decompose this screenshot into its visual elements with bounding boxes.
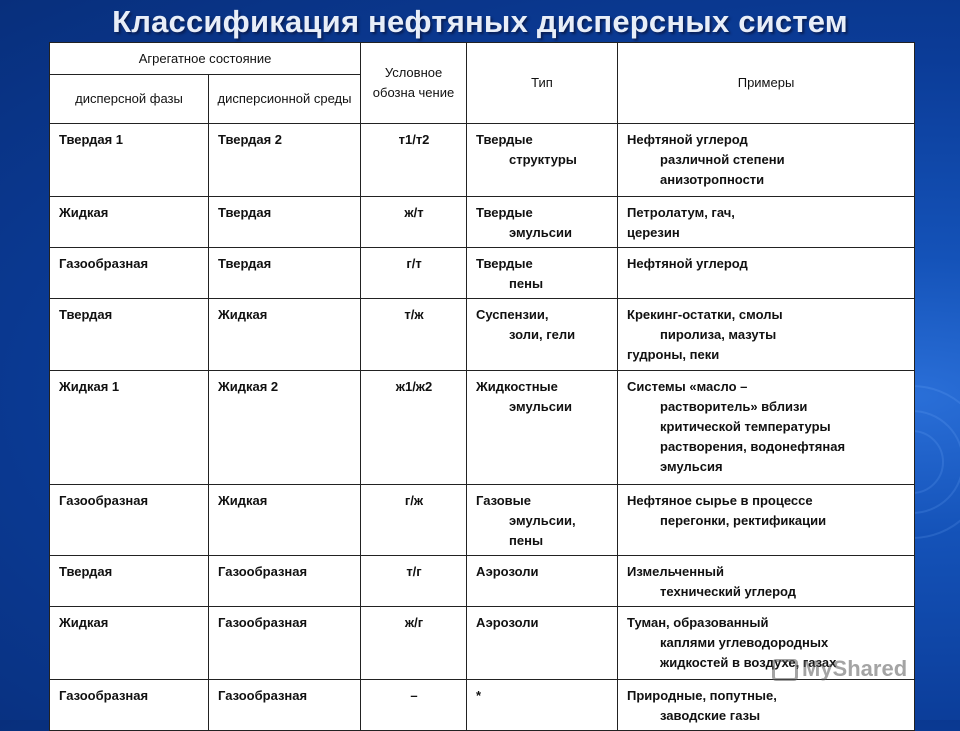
presentation-icon bbox=[772, 659, 798, 681]
examples-line: Крекинг-остатки, смолы bbox=[627, 307, 783, 322]
examples-line: Системы «масло – bbox=[627, 379, 748, 394]
cell-examples bbox=[618, 556, 915, 607]
type-line: пены bbox=[509, 276, 544, 291]
type-line: * bbox=[476, 688, 482, 703]
page-title: Классификация нефтяных дисперсных систем bbox=[112, 4, 848, 39]
type-line: Аэрозоли bbox=[476, 615, 539, 630]
type-line: структуры bbox=[509, 152, 577, 167]
cell-type bbox=[467, 680, 618, 731]
examples-line: гудроны, пеки bbox=[627, 347, 720, 362]
examples-line: технический углерод bbox=[660, 584, 797, 599]
examples-line: Природные, попутные, bbox=[627, 688, 777, 703]
cell-code: т/ж bbox=[361, 299, 467, 371]
examples-line: Нефтяное сырье в процессе bbox=[627, 493, 813, 508]
cell-phase: Жидкая bbox=[50, 197, 209, 248]
cell-phase: Газообразная bbox=[50, 248, 209, 299]
cell-medium: Жидкая bbox=[209, 485, 361, 556]
cell-code: ж1/ж2 bbox=[361, 371, 467, 485]
cell-code: ж/т bbox=[361, 197, 467, 248]
cell-examples bbox=[618, 680, 915, 731]
examples-line: каплями углеводородных bbox=[660, 635, 829, 650]
cell-phase: Газообразная bbox=[50, 485, 209, 556]
table-row bbox=[50, 299, 915, 371]
cell-type bbox=[467, 124, 618, 197]
examples-line: растворитель» вблизи bbox=[660, 399, 808, 414]
cell-code: ж/г bbox=[361, 607, 467, 680]
header-medium: дисперсионной среды bbox=[209, 75, 361, 124]
watermark-text: MyShared bbox=[802, 656, 908, 681]
cell-examples bbox=[618, 124, 915, 197]
examples-line: пиролиза, мазуты bbox=[660, 327, 777, 342]
cell-code: г/т bbox=[361, 248, 467, 299]
examples-line: Нефтяной углерод bbox=[627, 132, 748, 147]
type-line: эмульсии, пены bbox=[509, 513, 576, 548]
examples-line: Петролатум, гач, bbox=[627, 205, 735, 220]
cell-medium: Газообразная bbox=[209, 607, 361, 680]
examples-line: жидкостей в воздухе, газах bbox=[660, 655, 837, 670]
cell-phase: Газообразная bbox=[50, 680, 209, 731]
cell-examples bbox=[618, 485, 915, 556]
cell-phase: Жидкая 1 bbox=[50, 371, 209, 485]
type-line: Жидкостные bbox=[476, 379, 558, 394]
examples-line: различной степени bbox=[660, 152, 785, 167]
cell-examples bbox=[618, 248, 915, 299]
cell-type bbox=[467, 371, 618, 485]
type-line: Газовые bbox=[476, 493, 532, 508]
watermark bbox=[772, 656, 907, 682]
cell-phase: Твердая bbox=[50, 299, 209, 371]
cell-medium: Жидкая 2 bbox=[209, 371, 361, 485]
examples-line: церезин bbox=[627, 225, 680, 240]
cell-phase: Твердая bbox=[50, 556, 209, 607]
cell-phase: Жидкая bbox=[50, 607, 209, 680]
header-examples: Примеры bbox=[618, 43, 915, 124]
examples-line: заводские газы bbox=[660, 708, 761, 723]
table-row bbox=[50, 485, 915, 556]
table-row bbox=[50, 197, 915, 248]
cell-examples bbox=[618, 197, 915, 248]
cell-type bbox=[467, 485, 618, 556]
type-line: Твердые bbox=[476, 205, 533, 220]
cell-code: г/ж bbox=[361, 485, 467, 556]
examples-line: Нефтяной углерод bbox=[627, 256, 748, 271]
cell-code: – bbox=[361, 680, 467, 731]
type-line: Суспензии, bbox=[476, 307, 549, 322]
cell-examples bbox=[618, 371, 915, 485]
header-designation: Условное обозна чение bbox=[361, 43, 467, 124]
cell-medium: Твердая bbox=[209, 197, 361, 248]
type-line: золи, гели bbox=[509, 327, 576, 342]
examples-line: критической температуры bbox=[660, 419, 831, 434]
classification-table bbox=[49, 42, 915, 731]
examples-line: Туман, образованный bbox=[627, 615, 769, 630]
examples-line: анизотропности bbox=[660, 172, 765, 187]
cell-type bbox=[467, 299, 618, 371]
type-line: Твердые bbox=[476, 256, 533, 271]
cell-phase: Твердая 1 bbox=[50, 124, 209, 197]
header-aggregate: Агрегатное состояние bbox=[50, 43, 361, 75]
header-type: Тип bbox=[467, 43, 618, 124]
table-row bbox=[50, 680, 915, 731]
cell-type bbox=[467, 248, 618, 299]
cell-code: т/г bbox=[361, 556, 467, 607]
table-row bbox=[50, 124, 915, 197]
examples-line: Измельченный bbox=[627, 564, 725, 579]
cell-medium: Твердая 2 bbox=[209, 124, 361, 197]
type-line: эмульсии bbox=[509, 225, 572, 240]
header-row bbox=[50, 43, 915, 75]
cell-medium: Газообразная bbox=[209, 556, 361, 607]
table-row bbox=[50, 248, 915, 299]
examples-line: эмульсия bbox=[660, 459, 723, 474]
header-phase: дисперсной фазы bbox=[50, 75, 209, 124]
cell-medium: Жидкая bbox=[209, 299, 361, 371]
examples-line: растворения, водонефтяная bbox=[660, 439, 846, 454]
table-row bbox=[50, 371, 915, 485]
cell-medium: Газообразная bbox=[209, 680, 361, 731]
cell-type bbox=[467, 607, 618, 680]
cell-type bbox=[467, 556, 618, 607]
type-line: эмульсии bbox=[509, 399, 572, 414]
type-line: Аэрозоли bbox=[476, 564, 539, 579]
cell-type bbox=[467, 197, 618, 248]
examples-line: перегонки, ректификации bbox=[660, 513, 827, 528]
table-row bbox=[50, 556, 915, 607]
cell-medium: Твердая bbox=[209, 248, 361, 299]
cell-examples bbox=[618, 299, 915, 371]
cell-code: т1/т2 bbox=[361, 124, 467, 197]
type-line: Твердые bbox=[476, 132, 533, 147]
